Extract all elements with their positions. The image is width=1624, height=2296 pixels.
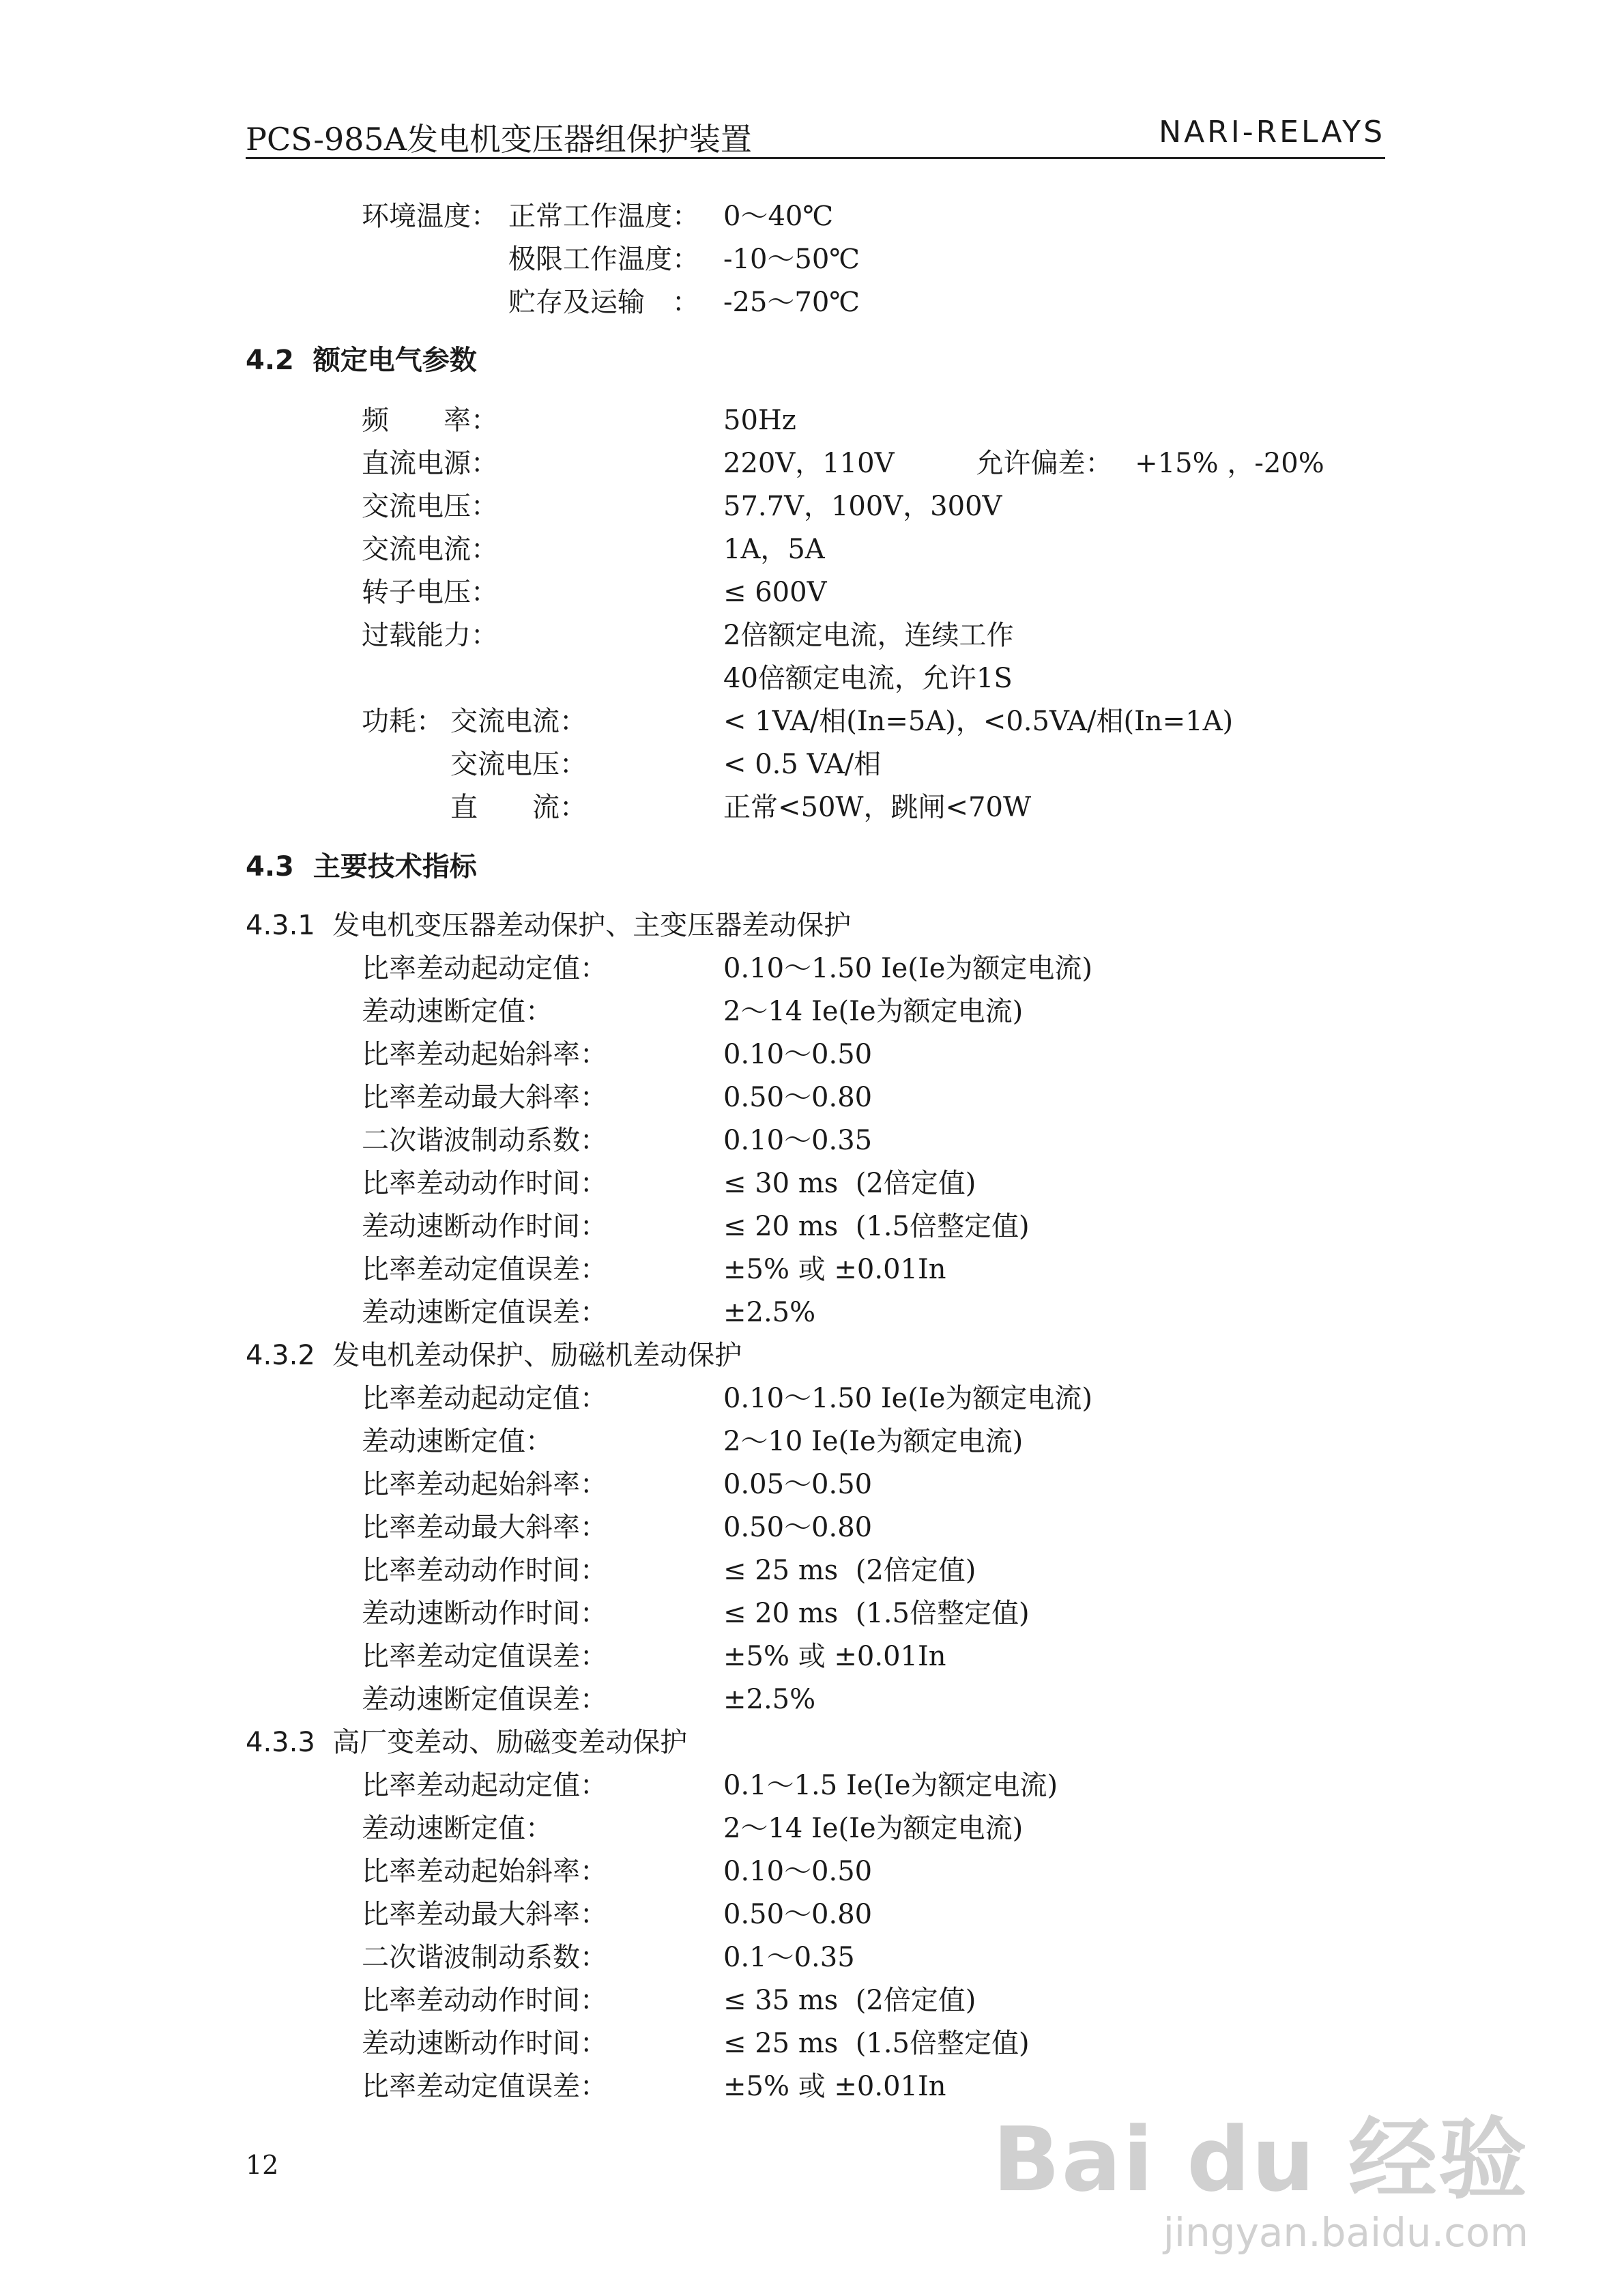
spec-value: ±5% 或 ±0.01In bbox=[723, 2071, 946, 2102]
spec-label: 比率差动最大斜率： bbox=[362, 1899, 607, 1930]
spec-value: 0.50～0.80 bbox=[723, 1082, 873, 1113]
spec-label: 比率差动定值误差： bbox=[362, 2071, 607, 2102]
spec-label: 二次谐波制动系数： bbox=[362, 1125, 607, 1156]
power-row-label: 交流电压： bbox=[450, 749, 587, 780]
spec-label: 比率差动起始斜率： bbox=[362, 1469, 607, 1500]
spec-value: ≤ 30 ms (2倍定值) bbox=[723, 1168, 976, 1199]
spec-value: ±5% 或 ±0.01In bbox=[723, 1641, 946, 1672]
spec-label: 比率差动起动定值： bbox=[362, 1770, 607, 1801]
spec-label: 比率差动定值误差： bbox=[362, 1641, 607, 1672]
spec-label: 比率差动动作时间： bbox=[362, 1985, 607, 2016]
env-row-value: -25～70℃ bbox=[723, 287, 860, 318]
spec-label: 差动速断动作时间： bbox=[362, 1598, 607, 1629]
power-row-label: 交流电流： bbox=[450, 706, 587, 737]
spec-label: 差动速断定值误差： bbox=[362, 1297, 607, 1328]
spec-value: 0.10～1.50 Ie(Ie为额定电流) bbox=[723, 1383, 1092, 1414]
spec-label: 比率差动动作时间： bbox=[362, 1168, 607, 1199]
param-label: 频 率： bbox=[362, 405, 498, 436]
header-title: PCS-985A发电机变压器组保护装置 bbox=[246, 121, 752, 158]
power-label: 功耗： bbox=[362, 706, 444, 737]
power-row-label: 直 流： bbox=[450, 792, 587, 823]
env-row-value: -10～50℃ bbox=[723, 244, 860, 275]
spec-value: 0.10～0.50 bbox=[723, 1039, 873, 1070]
spec-value: ≤ 25 ms (1.5倍整定值) bbox=[723, 2028, 1030, 2059]
spec-label: 比率差动起始斜率： bbox=[362, 1039, 607, 1070]
power-row-value: < 0.5 VA/相 bbox=[723, 749, 882, 780]
param-value: 50Hz bbox=[723, 405, 796, 436]
param-value: 57.7V，100V，300V bbox=[723, 491, 1002, 522]
header-brand: NARI-RELAYS bbox=[1159, 115, 1385, 149]
watermark-brand: Bai du 经验 bbox=[992, 2108, 1528, 2211]
spec-value: 2～14 Ie(Ie为额定电流) bbox=[723, 1813, 1024, 1844]
spec-label: 二次谐波制动系数： bbox=[362, 1942, 607, 1973]
spec-value: 2～10 Ie(Ie为额定电流) bbox=[723, 1426, 1024, 1457]
spec-label: 差动速断定值： bbox=[362, 1813, 553, 1844]
spec-value: 0.05～0.50 bbox=[723, 1469, 873, 1500]
spec-value: ≤ 20 ms (1.5倍整定值) bbox=[723, 1598, 1030, 1629]
spec-value: ≤ 20 ms (1.5倍整定值) bbox=[723, 1211, 1030, 1242]
param-label: 交流电压： bbox=[362, 491, 498, 522]
page-number: 12 bbox=[246, 2150, 279, 2180]
spec-value: ±5% 或 ±0.01In bbox=[723, 1254, 946, 1285]
spec-value: ±2.5% bbox=[723, 1684, 816, 1715]
spec-value: 0.1～0.35 bbox=[723, 1942, 855, 1973]
spec-label: 比率差动最大斜率： bbox=[362, 1512, 607, 1543]
param-value: 40倍额定电流，允许1S bbox=[723, 663, 1013, 694]
spec-label: 比率差动定值误差： bbox=[362, 1254, 607, 1285]
env-row-name: 极限工作温度： bbox=[508, 244, 699, 275]
param-label: 直流电源： bbox=[362, 448, 498, 479]
spec-value: ≤ 35 ms (2倍定值) bbox=[723, 1985, 976, 2016]
param-label: 转子电压： bbox=[362, 577, 498, 608]
spec-value: 0.1～1.5 Ie(Ie为额定电流) bbox=[723, 1770, 1058, 1801]
param-value: 1A，5A bbox=[723, 534, 825, 565]
spec-value: ±2.5% bbox=[723, 1297, 816, 1328]
spec-label: 比率差动起动定值： bbox=[362, 1383, 607, 1414]
section-heading-4-3: 4.3 主要技术指标 bbox=[246, 851, 477, 882]
spec-label: 比率差动动作时间： bbox=[362, 1555, 607, 1586]
subsection-heading-4-3-3: 4.3.3 高厂变差动、励磁变差动保护 bbox=[246, 1727, 688, 1758]
spec-label: 比率差动起始斜率： bbox=[362, 1856, 607, 1887]
spec-value: 2～14 Ie(Ie为额定电流) bbox=[723, 996, 1024, 1027]
spec-label: 差动速断动作时间： bbox=[362, 2028, 607, 2059]
subsection-heading-4-3-1: 4.3.1 发电机变压器差动保护、主变压器差动保护 bbox=[246, 910, 852, 941]
section-heading-4-2: 4.2 额定电气参数 bbox=[246, 345, 477, 376]
spec-value: 0.10～0.35 bbox=[723, 1125, 873, 1156]
param-label: 交流电流： bbox=[362, 534, 498, 565]
power-row-value: < 1VA/相(In=5A)，<0.5VA/相(In=1A) bbox=[723, 706, 1234, 737]
power-row-value: 正常<50W，跳闸<70W bbox=[723, 792, 1032, 823]
env-row-name: 正常工作温度： bbox=[508, 201, 699, 232]
env-row-value: 0～40℃ bbox=[723, 201, 834, 232]
watermark-url: jingyan.baidu.com bbox=[1163, 2209, 1528, 2256]
watermark bbox=[993, 2089, 1529, 2256]
param-label: 过载能力： bbox=[362, 620, 498, 651]
param-value: ≤ 600V bbox=[723, 577, 827, 608]
param-value: 220V，110V 允许偏差： +15% ，-20% bbox=[723, 448, 1324, 479]
spec-label: 比率差动最大斜率： bbox=[362, 1082, 607, 1113]
spec-label: 比率差动起动定值： bbox=[362, 953, 607, 984]
spec-value: 0.10～1.50 Ie(Ie为额定电流) bbox=[723, 953, 1092, 984]
subsection-heading-4-3-2: 4.3.2 发电机差动保护、励磁机差动保护 bbox=[246, 1340, 742, 1371]
spec-label: 差动速断动作时间： bbox=[362, 1211, 607, 1242]
header-divider bbox=[246, 157, 1385, 159]
spec-value: ≤ 25 ms (2倍定值) bbox=[723, 1555, 976, 1586]
spec-value: 0.50～0.80 bbox=[723, 1512, 873, 1543]
spec-label: 差动速断定值： bbox=[362, 1426, 553, 1457]
env-label: 环境温度： bbox=[362, 201, 498, 232]
spec-value: 0.50～0.80 bbox=[723, 1899, 873, 1930]
env-row-name: 贮存及运输 ： bbox=[508, 287, 699, 318]
spec-label: 差动速断定值： bbox=[362, 996, 553, 1027]
param-value: 2倍额定电流，连续工作 bbox=[723, 620, 1014, 651]
spec-label: 差动速断定值误差： bbox=[362, 1684, 607, 1715]
spec-value: 0.10～0.50 bbox=[723, 1856, 873, 1887]
